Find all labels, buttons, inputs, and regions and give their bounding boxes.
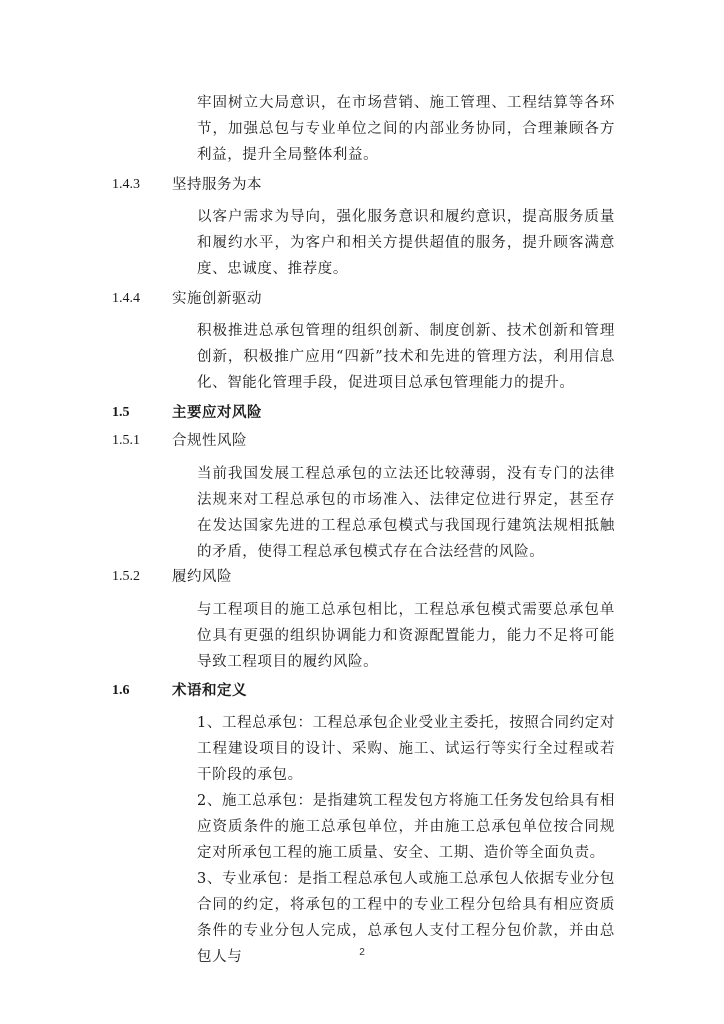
paragraph-1-4-3: 以客户需求为导向，强化服务意识和履约意识，提高服务质量和履约水平，为客户和相关方提供超值的服务，提升顾客满意度、忠诚度、推荐度。 bbox=[197, 209, 615, 277]
section-title: 主要应对风险 bbox=[172, 404, 262, 421]
paragraph-1-5-2: 与工程项目的施工总承包相比，工程总承包模式需要总承包单位具有更强的组织协调能力和资源配置能力，能力不足将可能导致工程项目的履约风险。 bbox=[197, 602, 615, 670]
section-title: 合规性风险 bbox=[172, 433, 247, 449]
definition-3: 3、专业承包：是指工程总承包人或施工总承包人依据专业分包合同的约定，将承包的工程中的专业工程分包给具有相应资质条件的专业分包人完成，总承包人支付工程分包价款，并由总包人与 bbox=[197, 871, 615, 965]
section-number: 1.5 bbox=[112, 405, 130, 420]
section-title: 实施创新驱动 bbox=[172, 291, 262, 307]
definition-2: 2、施工总承包：是指建筑工程发包方将施工任务发包给具有相应资质条件的施工总承包单位，并由施工总承包单位按合同规定对所承包工程的施工质量、安全、工期、造价等全面负责。 bbox=[197, 793, 615, 861]
section-number: 1.6 bbox=[112, 683, 130, 698]
page-number: 2 bbox=[359, 947, 365, 958]
paragraph-1-4-4: 积极推进总承包管理的组织创新、制度创新、技术创新和管理创新，积极推广应用“四新”技术和先进的管理方法，利用信息化、智能化管理手段，促进项目总承包管理能力的提升。 bbox=[197, 323, 615, 391]
section-number: 1.4.4 bbox=[112, 291, 140, 306]
section-title: 履约风险 bbox=[172, 569, 232, 585]
section-number: 1.5.1 bbox=[112, 433, 140, 448]
definition-1: 1、工程总承包：工程总承包企业受业主委托，按照合同约定对工程建设项目的设计、采购、施工、试运行等实行全过程或若干阶段的承包。 bbox=[197, 715, 615, 783]
paragraph-1-5-1: 当前我国发展工程总承包的立法还比较薄弱，没有专门的法律法规来对工程总承包的市场准入、法律定位进行界定，甚至存在发达国家先进的工程总承包模式与我国现行建筑法规相抵触的矛盾，使得工程总承包模式存在合法经营的风险。 bbox=[197, 466, 615, 560]
section-title: 坚持服务为本 bbox=[172, 177, 262, 193]
section-number: 1.4.3 bbox=[112, 177, 140, 192]
paragraph-intro: 牢固树立大局意识，在市场营销、施工管理、工程结算等各环节，加强总包与专业单位之间的内部业务协同，合理兼顾各方利益，提升全局整体利益。 bbox=[197, 95, 615, 163]
section-number: 1.5.2 bbox=[112, 569, 140, 584]
section-title: 术语和定义 bbox=[172, 682, 247, 699]
